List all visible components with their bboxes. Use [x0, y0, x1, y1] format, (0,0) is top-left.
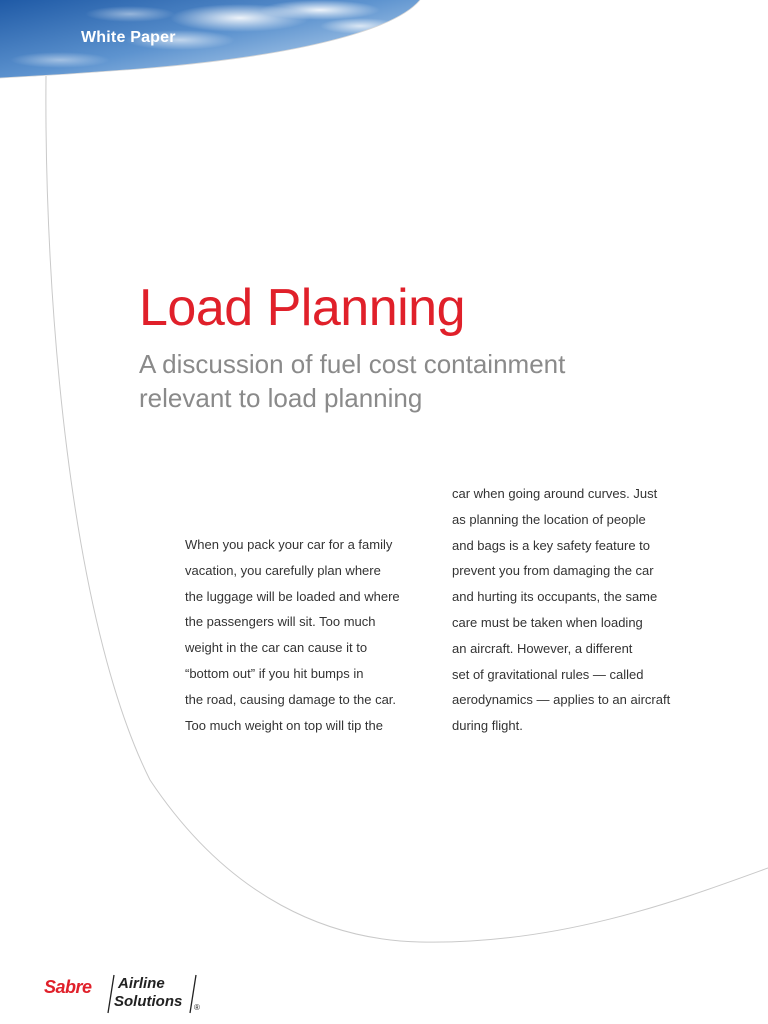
body-line: prevent you from damaging the car	[452, 563, 654, 579]
logo-line-1: Airline	[118, 975, 165, 992]
logo-brand: Sabre	[44, 977, 92, 997]
body-line: vacation, you carefully plan where	[185, 562, 381, 578]
body-line: during flight.	[452, 718, 523, 734]
body-column-left	[185, 532, 435, 738]
body-line: “bottom out” if you hit bumps in	[185, 665, 364, 681]
page-title: Load Planning	[139, 279, 466, 337]
body-line: an aircraft. However, a different	[452, 640, 633, 656]
subtitle-line: A discussion of fuel cost containment	[139, 349, 566, 379]
white-paper-label: White Paper	[81, 29, 176, 46]
body-line: weight in the car can cause it to	[185, 640, 368, 656]
body-line: as planning the location of people	[452, 511, 646, 527]
logo-line-2: Solutions	[114, 993, 183, 1010]
body-line: care must be taken when loading	[452, 614, 643, 630]
body-line: the luggage will be loaded and where	[185, 588, 400, 604]
body-column-right	[452, 481, 702, 739]
body-line: and hurting its occupants, the same	[452, 589, 658, 605]
sabre-logo	[44, 972, 214, 1016]
registered-mark: ®	[194, 1003, 200, 1012]
body-line: set of gravitational rules — called	[452, 666, 644, 682]
page-subtitle	[139, 347, 659, 415]
subtitle-line: relevant to load planning	[139, 383, 423, 413]
body-line: aerodynamics — applies to an aircraft	[452, 692, 671, 708]
body-line: car when going around curves. Just	[452, 486, 658, 501]
body-line: and bags is a key safety feature to	[452, 537, 651, 553]
body-line: Too much weight on top will tip the	[185, 717, 383, 733]
body-line: When you pack your car for a family	[185, 537, 393, 552]
body-line: the passengers will sit. Too much	[185, 614, 376, 630]
body-line: the road, causing damage to the car.	[185, 691, 397, 707]
